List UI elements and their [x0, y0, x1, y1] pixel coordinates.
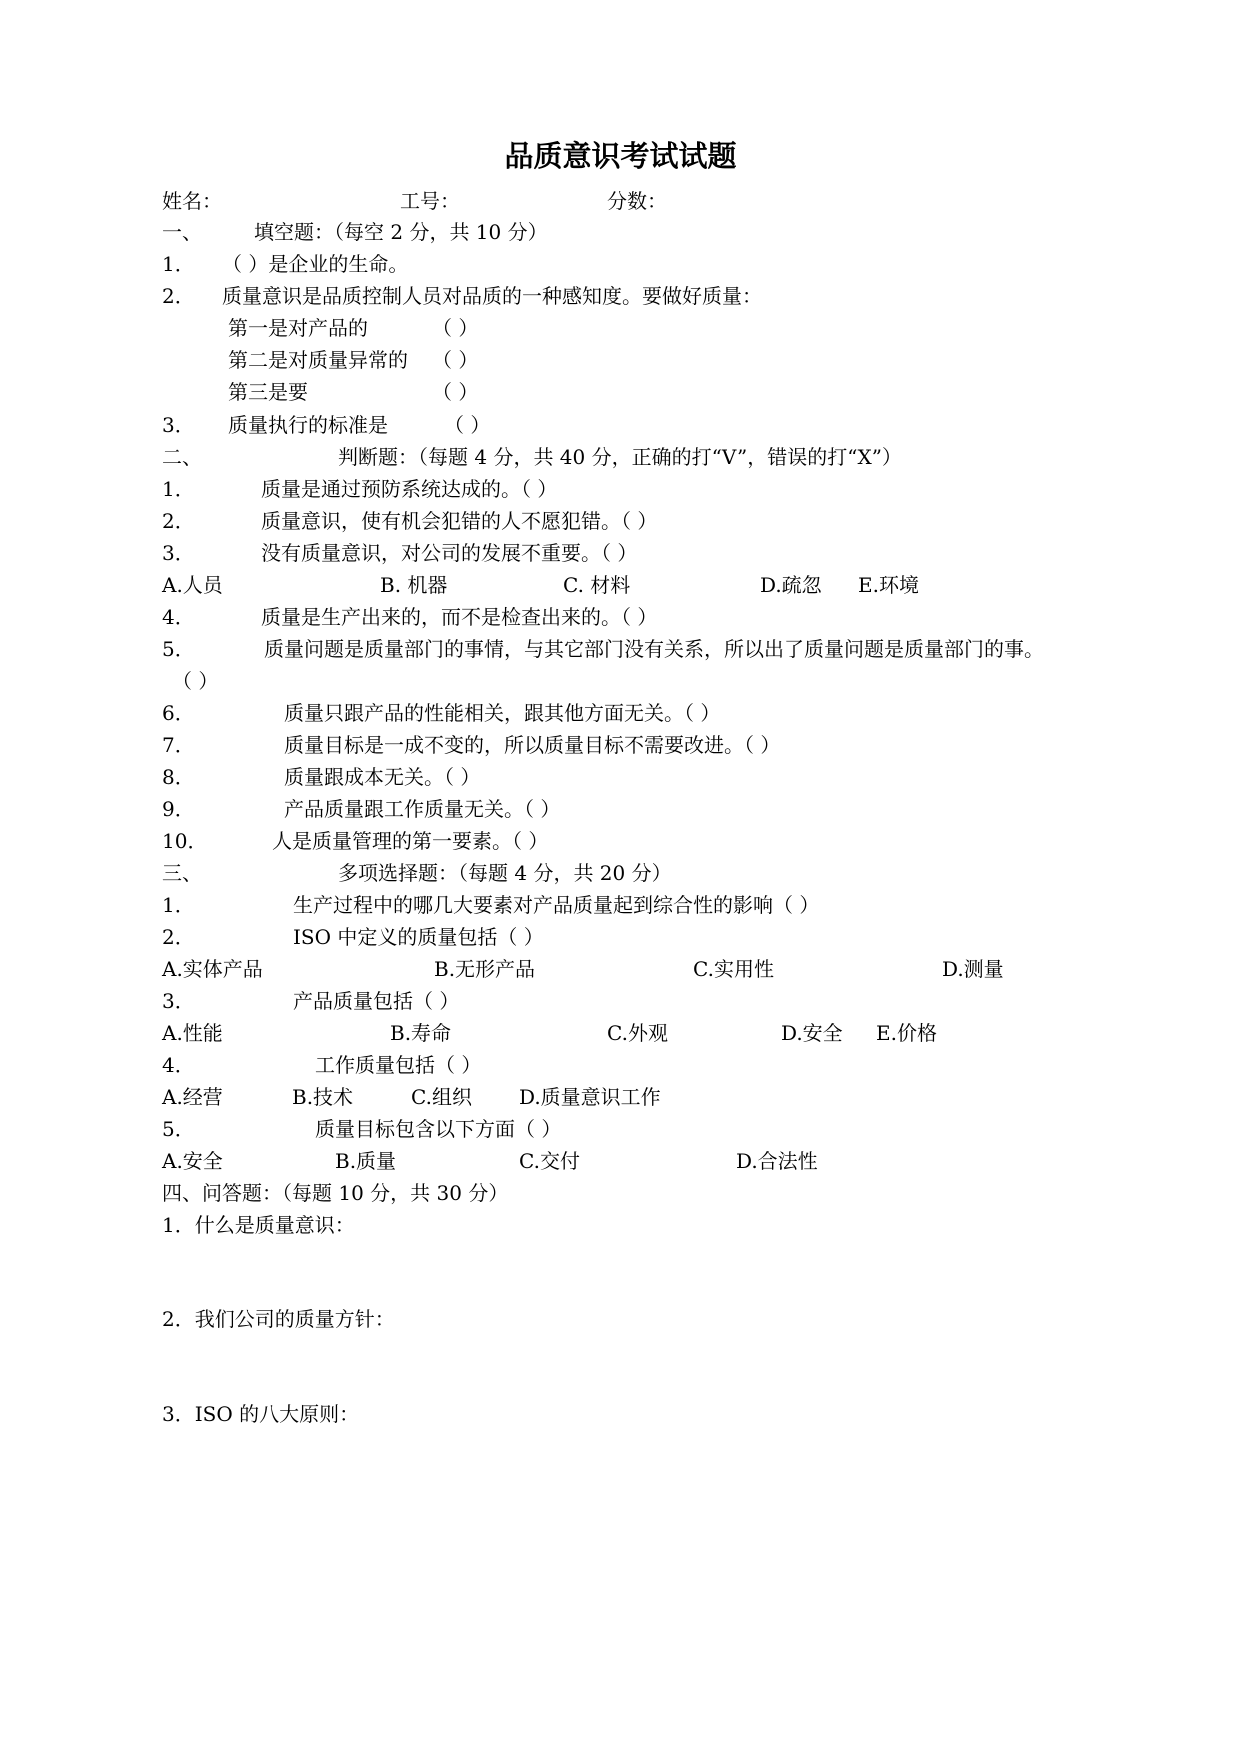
s2-item-number: 3． — [162, 541, 195, 565]
s2-item-text: 产品质量跟工作质量无关。（ ） — [284, 797, 561, 821]
s1-q2a-label: 第一是对产品的 — [228, 316, 368, 340]
s3-q3-option-d: D.安全 — [781, 1021, 843, 1045]
s3-q5-option-d: D.合法性 — [736, 1149, 818, 1173]
s2-item-number: 8． — [162, 765, 195, 789]
s2-item-text: 质量目标是一成不变的，所以质量目标不需要改进。（ ） — [284, 733, 781, 757]
s1-q3-blank: （ ） — [444, 413, 491, 437]
s3-q4-text: 工作质量包括（ ） — [315, 1053, 482, 1077]
s2-option-a: A.人员 — [162, 573, 223, 597]
s3-q2-option-c: C.实用性 — [693, 957, 774, 981]
s3-q4-option-d: D.质量意识工作 — [519, 1085, 661, 1109]
s3-q5-option-b: B.质量 — [335, 1149, 397, 1173]
s3-q4-option-b: B.技术 — [292, 1085, 354, 1109]
s3-q4-number: 4． — [162, 1053, 195, 1077]
s3-q2-option-a: A.实体产品 — [162, 957, 263, 981]
s2-item-text: 没有质量意识，对公司的发展不重要。（ ） — [261, 541, 638, 565]
s2-item-text: 质量只跟产品的性能相关，跟其他方面无关。（ ） — [284, 701, 721, 725]
s3-q1-number: 1． — [162, 893, 195, 917]
s1-q2-number: 2． — [162, 284, 195, 308]
s3-q5-option-c: C.交付 — [519, 1149, 580, 1173]
s1-q3-number: 3． — [162, 413, 195, 437]
s4-q3-text: 3．ISO 的八大原则： — [162, 1402, 360, 1426]
s3-q5-text: 质量目标包含以下方面（ ） — [315, 1117, 562, 1141]
s3-q3-option-a: A.性能 — [162, 1021, 223, 1045]
id-field-label: 工号： — [400, 189, 460, 213]
s2-item-text: 质量是生产出来的，而不是检查出来的。（ ） — [261, 605, 658, 629]
s3-q2-text: ISO 中定义的质量包括（ ） — [293, 925, 544, 949]
s3-q3-option-e: E.价格 — [876, 1021, 937, 1045]
s2-item-text: 质量跟成本无关。（ ） — [284, 765, 481, 789]
section2-number: 二、 — [162, 445, 202, 469]
s2-item-number: 9． — [162, 797, 195, 821]
s2-item-text: 质量意识，使有机会犯错的人不愿犯错。（ ） — [261, 509, 658, 533]
s2-option-b: B. 机器 — [380, 573, 448, 597]
s2-item-number: 1． — [162, 477, 195, 501]
s2-item-text: 人是质量管理的第一要素。（ ） — [272, 829, 549, 853]
s2-item-number: 4． — [162, 605, 195, 629]
section3-number: 三、 — [162, 861, 202, 885]
s3-q5-number: 5． — [162, 1117, 195, 1141]
s1-q2-text: 质量意识是品质控制人员对品质的一种感知度。要做好质量： — [222, 284, 762, 308]
page-title: 品质意识考试试题 — [504, 139, 737, 173]
s3-q3-text: 产品质量包括（ ） — [293, 989, 460, 1013]
s3-q2-number: 2． — [162, 925, 195, 949]
s3-q2-option-d: D.测量 — [942, 957, 1004, 981]
s3-q3-option-b: B.寿命 — [390, 1021, 452, 1045]
s1-q1-number: 1． — [162, 252, 195, 276]
s2-option-d: D.疏忽 — [760, 573, 822, 597]
s1-q3-label: 质量执行的标准是 — [228, 413, 388, 437]
s3-q4-option-a: A.经营 — [162, 1085, 223, 1109]
s3-q4-option-c: C.组织 — [411, 1085, 472, 1109]
s3-q2-option-b: B.无形产品 — [434, 957, 536, 981]
s2-item-text: 质量问题是质量部门的事情，与其它部门没有关系，所以出了质量问题是质量部门的事。 — [264, 637, 1044, 661]
section4-heading: 四、问答题：（每题 10 分，共 30 分） — [162, 1181, 509, 1205]
s2-item-number: 5． — [162, 637, 195, 661]
name-field-label: 姓名： — [162, 189, 222, 213]
section1-number: 一、 — [162, 220, 202, 244]
s1-q2c-label: 第三是要 — [228, 380, 308, 404]
section1-heading: 填空题：（每空 2 分，共 10 分） — [254, 220, 548, 244]
s1-q2b-blank: （ ） — [432, 348, 479, 372]
s2-item-number: 7． — [162, 733, 195, 757]
s4-q1-text: 1．什么是质量意识： — [162, 1213, 355, 1237]
s1-q2a-blank: （ ） — [432, 316, 479, 340]
s2-item-text: 质量是通过预防系统达成的。（ ） — [261, 477, 558, 501]
s2-item-number: 2． — [162, 509, 195, 533]
s2-option-c: C. 材料 — [563, 573, 631, 597]
s2-option-e: E.环境 — [858, 573, 919, 597]
s3-q3-number: 3． — [162, 989, 195, 1013]
section2-heading: 判断题：（每题 4 分，共 40 分，正确的打“V”，错误的打“X”） — [338, 445, 902, 469]
s1-q1-text: （ ）是企业的生命。 — [222, 252, 409, 276]
s2-item-number: 10． — [162, 829, 208, 853]
s1-q2c-blank: （ ） — [432, 380, 479, 404]
s3-q5-option-a: A.安全 — [162, 1149, 223, 1173]
s1-q2b-label: 第二是对质量异常的 — [228, 348, 408, 372]
score-field-label: 分数： — [607, 189, 667, 213]
s2-item-number: 6． — [162, 701, 195, 725]
s3-q1-text: 生产过程中的哪几大要素对产品质量起到综合性的影响（ ） — [293, 893, 820, 917]
s3-q3-option-c: C.外观 — [607, 1021, 668, 1045]
s2-q5-answer-blank: （ ） — [172, 669, 219, 693]
s4-q2-text: 2．我们公司的质量方针： — [162, 1307, 395, 1331]
section3-heading: 多项选择题：（每题 4 分，共 20 分） — [338, 861, 672, 885]
